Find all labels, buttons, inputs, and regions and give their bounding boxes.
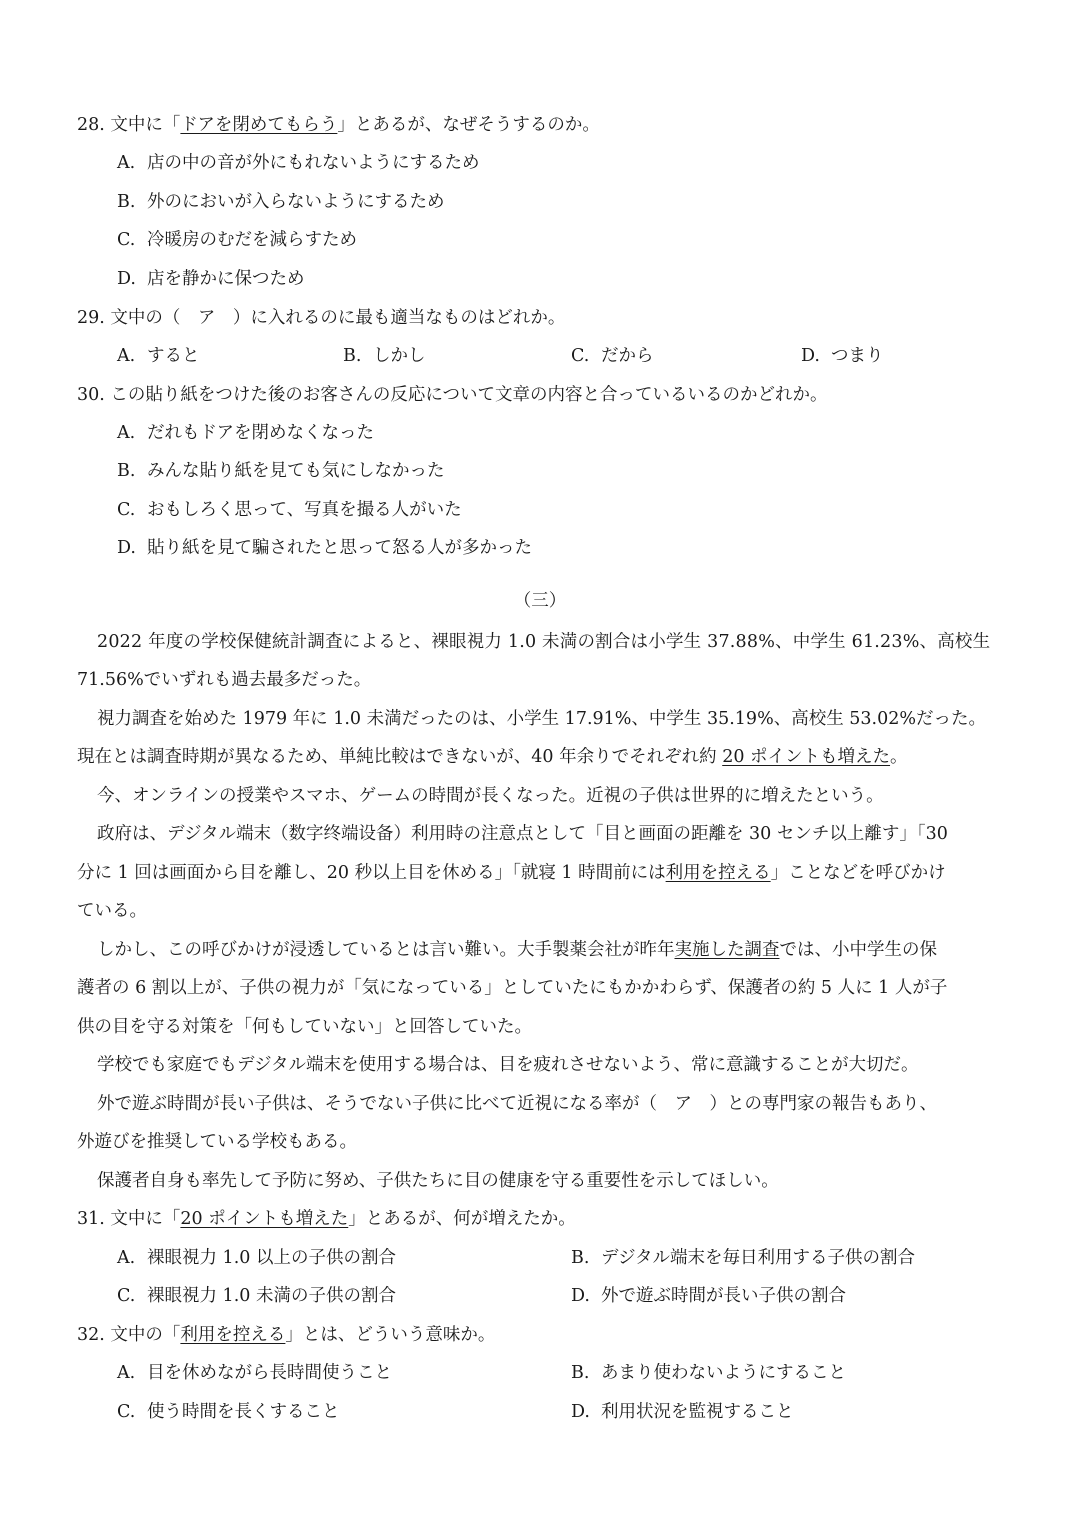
- option-text: 利用状況を監視すること: [601, 1402, 794, 1422]
- option-label: D.: [571, 1286, 590, 1306]
- option-label: A.: [117, 1248, 136, 1268]
- question-32-option-b[interactable]: [571, 1361, 846, 1385]
- passage-p1-line1: 2022 年度の学校保健統計調査によると、裸眼視力 1.0 未満の割合は小学生 37.88%、中学生 61.23%、高校生: [97, 632, 991, 652]
- question-30: 30. この貼り紙をつけた後のお客さんの反応について文章の内容と合っているいるのかどれか。: [77, 385, 828, 405]
- question-32: [77, 1323, 495, 1347]
- question-32-prefix: 32. 文中の「: [77, 1325, 181, 1345]
- question-28-quote: ドアを閉めてもらう: [180, 115, 338, 135]
- option-text: 店を静かに保つため: [147, 269, 305, 289]
- option-label: C.: [117, 500, 136, 520]
- option-label: A.: [117, 153, 136, 173]
- option-text: だから: [601, 346, 654, 366]
- question-32-option-c[interactable]: [117, 1400, 340, 1424]
- passage-p2-line2: [77, 745, 908, 769]
- option-label: B.: [571, 1248, 590, 1268]
- option-label: C.: [117, 1402, 136, 1422]
- option-text: おもしろく思って、写真を撮る人がいた: [147, 500, 462, 520]
- passage-p1-line2: 71.56%でいずれも過去最多だった。: [77, 670, 372, 690]
- option-text: 目を休めながら長時間使うこと: [147, 1363, 392, 1383]
- option-label: D.: [117, 269, 136, 289]
- question-28-prefix: 28. 文中に「: [77, 115, 181, 135]
- passage-p5-underlined: 実施した調査: [674, 940, 780, 960]
- question-28-option-d[interactable]: [117, 267, 305, 291]
- passage-p4-line1: 政府は、デジタル端末（数字终端设备）利用時の注意点として「目と画面の距離を 30 センチ以上離す」「30: [97, 824, 948, 844]
- option-text: 外で遊ぶ時間が長い子供の割合: [601, 1286, 846, 1306]
- passage-p8-line1: 保護者自身も率先して予防に努め、子供たちに目の健康を守る重要性を示してほしい。: [97, 1171, 779, 1191]
- option-label: B.: [571, 1363, 590, 1383]
- question-32-option-d[interactable]: [571, 1400, 794, 1424]
- passage-p5-line1: [97, 938, 937, 962]
- passage-p7-line2: 外遊びを推奨している学校もある。: [77, 1132, 357, 1152]
- question-32-quote: 利用を控える: [180, 1325, 286, 1345]
- passage-p2-prefix: 現在とは調査時期が異なるため、単純比較はできないが、40 年余りでそれぞれ約: [77, 747, 723, 767]
- option-text: デジタル端末を毎日利用する子供の割合: [601, 1248, 915, 1268]
- option-text: 貼り紙を見て騙されたと思って怒る人が多かった: [147, 538, 532, 558]
- option-text: 外のにおいが入らないようにするため: [147, 192, 445, 212]
- option-text: 裸眼視力 1.0 未満の子供の割合: [147, 1286, 396, 1306]
- passage-p4-line3: ている。: [77, 901, 147, 921]
- question-30-option-c[interactable]: [117, 498, 462, 522]
- question-30-option-d[interactable]: [117, 536, 532, 560]
- option-label: A.: [117, 346, 136, 366]
- option-text: すると: [147, 346, 200, 366]
- question-29: 29. 文中の（ ア ）に入れるのに最も適当なものはどれか。: [77, 308, 566, 328]
- option-label: C.: [117, 230, 136, 250]
- option-label: D.: [117, 538, 136, 558]
- option-label: A.: [117, 1363, 136, 1383]
- option-text: 冷暖房のむだを減らすため: [147, 230, 357, 250]
- question-28: [77, 113, 600, 137]
- question-31-option-d[interactable]: [571, 1284, 846, 1308]
- passage-p4-line2: [77, 861, 946, 885]
- option-label: B.: [117, 192, 136, 212]
- question-32-suffix: 」とは、どういう意味か。: [285, 1325, 496, 1345]
- option-label: A.: [117, 423, 136, 443]
- passage-p6-line1: 学校でも家庭でもデジタル端末を使用する場合は、目を疲れさせないよう、常に意識することが大切だ。: [97, 1055, 919, 1075]
- question-28-option-c[interactable]: [117, 228, 357, 252]
- passage-p2-line1: 視力調査を始めた 1979 年に 1.0 未満だったのは、小学生 17.91%、中学生 35.19%、高校生 53.02%だった。: [97, 709, 986, 729]
- option-label: B.: [343, 346, 362, 366]
- question-31-prefix: 31. 文中に「: [77, 1209, 181, 1229]
- question-31: [77, 1207, 576, 1231]
- passage-p2-underlined: 20 ポイントも増えた: [722, 747, 891, 767]
- question-31-suffix: 」とあるが、何が増えたか。: [348, 1209, 576, 1229]
- option-label: B.: [117, 461, 136, 481]
- question-31-option-b[interactable]: [571, 1246, 915, 1270]
- option-label: D.: [571, 1402, 590, 1422]
- passage-p5-line3: 供の目を守る対策を「何もしていない」と回答していた。: [77, 1017, 532, 1037]
- question-29-option-b[interactable]: [343, 344, 426, 368]
- question-28-option-a[interactable]: [117, 151, 480, 175]
- question-31-option-a[interactable]: [117, 1246, 396, 1270]
- question-28-option-b[interactable]: [117, 190, 445, 214]
- passage-p4-suffix: 」ことなどを呼びかけ: [770, 863, 946, 883]
- passage-p4-prefix: 分に 1 回は画面から目を離し、20 秒以上目を休める」「就寝 1 時間前には: [77, 863, 666, 883]
- option-text: みんな貼り紙を見ても気にしなかった: [147, 461, 445, 481]
- option-label: C.: [571, 346, 590, 366]
- question-29-option-c[interactable]: [571, 344, 654, 368]
- option-text: 使う時間を長くすること: [147, 1402, 340, 1422]
- passage-p5-prefix: しかし、この呼びかけが浸透しているとは言い難い。大手製薬会社が昨年: [97, 940, 675, 960]
- option-label: C.: [117, 1286, 136, 1306]
- option-text: 店の中の音が外にもれないようにするため: [147, 153, 480, 173]
- question-30-option-a[interactable]: [117, 421, 374, 445]
- option-text: しかし: [373, 346, 426, 366]
- passage-p4-underlined: 利用を控える: [665, 863, 771, 883]
- section-title: （三）: [513, 591, 567, 611]
- question-31-option-c[interactable]: [117, 1284, 396, 1308]
- question-30-option-b[interactable]: [117, 459, 445, 483]
- passage-p5-line2: 護者の 6 割以上が、子供の視力が「気になっている」としていたにもかかわらず、保護者の約 5 人に 1 人が子: [77, 978, 948, 998]
- question-29-option-a[interactable]: [117, 344, 200, 368]
- passage-p3-line1: 今、オンラインの授業やスマホ、ゲームの時間が長くなった。近視の子供は世界的に増えたという。: [97, 786, 884, 806]
- option-text: あまり使わないようにすること: [601, 1363, 846, 1383]
- question-29-option-d[interactable]: [801, 344, 884, 368]
- option-text: 裸眼視力 1.0 以上の子供の割合: [147, 1248, 396, 1268]
- option-text: だれもドアを閉めなくなった: [147, 423, 374, 443]
- question-32-option-a[interactable]: [117, 1361, 392, 1385]
- option-text: つまり: [831, 346, 884, 366]
- question-28-suffix: 」とあるが、なぜそうするのか。: [337, 115, 600, 135]
- passage-p5-suffix: では、小中学生の保: [779, 940, 937, 960]
- passage-p7-line1: 外で遊ぶ時間が長い子供は、そうでない子供に比べて近視になる率が（ ア ）との専門家の報告もあり、: [97, 1094, 937, 1114]
- question-31-quote: 20 ポイントも増えた: [180, 1209, 349, 1229]
- passage-p2-suffix: 。: [890, 747, 908, 767]
- option-label: D.: [801, 346, 820, 366]
